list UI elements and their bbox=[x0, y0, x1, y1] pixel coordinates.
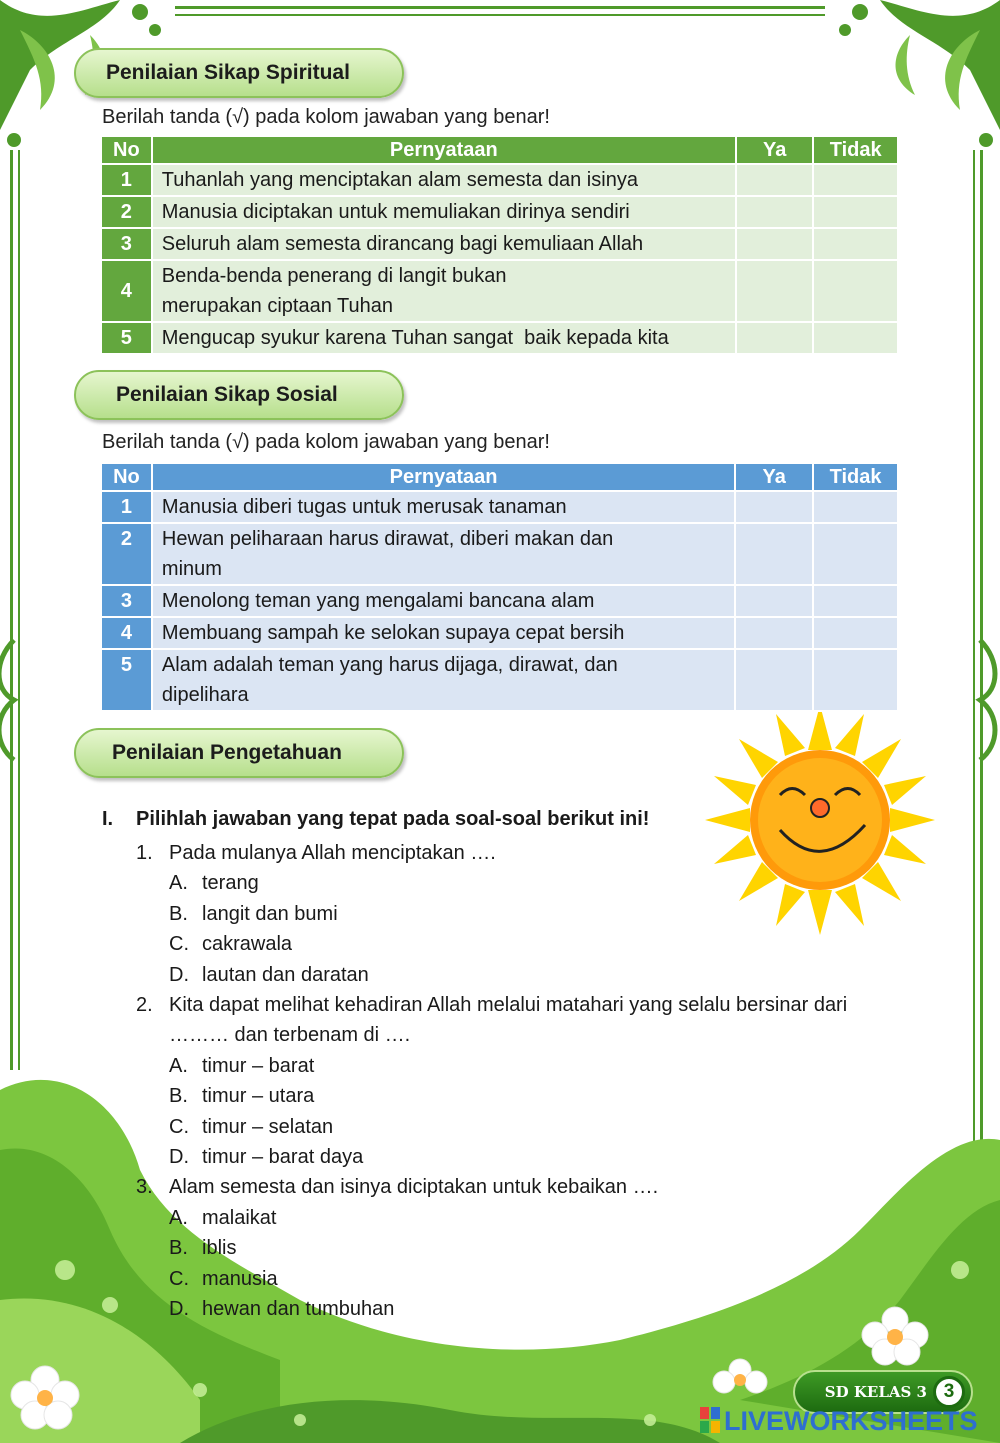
option-letter: C. bbox=[169, 1267, 189, 1290]
option-letter: B. bbox=[169, 902, 188, 925]
option-letter: A. bbox=[169, 872, 188, 895]
row-number: 1 bbox=[101, 164, 152, 196]
answer-option[interactable] bbox=[136, 929, 896, 959]
question-text: Kita dapat melihat kehadiran Allah melalui matahari yang selalu bersinar dari ……… dan terbenam di …. bbox=[169, 994, 848, 1047]
row-statement: Membuang sampah ke selokan supaya cepat bersih bbox=[152, 617, 735, 649]
liveworksheets-text: LIVEWORKSHEETS bbox=[724, 1406, 978, 1436]
table-row bbox=[101, 585, 898, 617]
answer-option[interactable] bbox=[136, 1112, 896, 1142]
answer-option[interactable] bbox=[136, 1203, 896, 1233]
answer-cell-ya[interactable] bbox=[735, 617, 813, 649]
option-letter: D. bbox=[169, 1146, 189, 1169]
answer-option[interactable] bbox=[136, 1051, 896, 1081]
header-yes: Ya bbox=[735, 463, 813, 491]
option-letter: D. bbox=[169, 963, 189, 986]
row-statement: Menolong teman yang mengalami bancana alam bbox=[152, 585, 735, 617]
question-number: 1. bbox=[136, 842, 153, 864]
question bbox=[136, 1172, 896, 1202]
liveworksheets-watermark bbox=[700, 1406, 978, 1437]
section-title-social-text: Penilaian Sikap Sosial bbox=[116, 383, 338, 406]
option-letter: A. bbox=[169, 1054, 188, 1077]
row-number: 4 bbox=[101, 617, 152, 649]
answer-cell-tidak[interactable] bbox=[813, 523, 898, 585]
row-statement: Mengucap syukur karena Tuhan sangat baik kepada kita bbox=[152, 322, 736, 354]
table-header-row bbox=[101, 136, 898, 164]
answer-cell-ya[interactable] bbox=[736, 322, 813, 354]
option-text: malaikat bbox=[202, 1206, 277, 1229]
question bbox=[136, 990, 896, 1051]
answer-cell-tidak[interactable] bbox=[813, 228, 898, 260]
table-row bbox=[101, 617, 898, 649]
option-text: iblis bbox=[202, 1237, 237, 1260]
section-title-knowledge-text: Penilaian Pengetahuan bbox=[112, 741, 342, 764]
answer-cell-ya[interactable] bbox=[736, 260, 813, 322]
instruction-social: Berilah tanda (√) pada kolom jawaban yang benar! bbox=[102, 431, 550, 453]
row-number: 1 bbox=[101, 491, 152, 523]
table-row bbox=[101, 228, 898, 260]
answer-cell-tidak[interactable] bbox=[813, 649, 898, 711]
answer-cell-ya[interactable] bbox=[735, 649, 813, 711]
question bbox=[136, 838, 896, 868]
option-letter: B. bbox=[169, 1237, 188, 1260]
option-letter: D. bbox=[169, 1298, 189, 1321]
header-statement: Pernyataan bbox=[152, 136, 736, 164]
row-statement: Manusia diciptakan untuk memuliakan dirinya sendiri bbox=[152, 196, 736, 228]
answer-cell-ya[interactable] bbox=[736, 164, 813, 196]
answer-cell-tidak[interactable] bbox=[813, 617, 898, 649]
liveworksheets-logo-icon bbox=[700, 1407, 720, 1433]
option-letter: A. bbox=[169, 1206, 188, 1229]
row-number: 3 bbox=[101, 585, 152, 617]
answer-option[interactable] bbox=[136, 868, 896, 898]
answer-option[interactable] bbox=[136, 1081, 896, 1111]
option-text: cakrawala bbox=[202, 933, 293, 956]
spiritual-table bbox=[100, 135, 899, 355]
table-row bbox=[101, 196, 898, 228]
table-row bbox=[101, 260, 898, 322]
instruction-spiritual: Berilah tanda (√) pada kolom jawaban yang benar! bbox=[102, 106, 550, 128]
question-list bbox=[136, 838, 896, 1325]
option-letter: C. bbox=[169, 933, 189, 956]
answer-cell-tidak[interactable] bbox=[813, 196, 898, 228]
header-statement: Pernyataan bbox=[152, 463, 735, 491]
answer-option[interactable] bbox=[136, 1294, 896, 1324]
section-title-spiritual-text: Penilaian Sikap Spiritual bbox=[106, 61, 350, 84]
option-text: timur – barat bbox=[202, 1054, 315, 1077]
section-number: I. bbox=[102, 808, 114, 830]
section-title-spiritual bbox=[74, 48, 404, 98]
answer-cell-tidak[interactable] bbox=[813, 491, 898, 523]
question-text: Alam semesta dan isinya diciptakan untuk kebaikan …. bbox=[169, 1176, 659, 1199]
answer-option[interactable] bbox=[136, 1264, 896, 1294]
row-number: 4 bbox=[101, 260, 152, 322]
row-statement: Hewan peliharaan harus dirawat, diberi makan dan minum bbox=[152, 523, 735, 585]
question-number: 3. bbox=[136, 1176, 153, 1199]
option-text: terang bbox=[202, 872, 259, 895]
header-tidak: Tidak bbox=[813, 136, 898, 164]
section-title-knowledge bbox=[74, 728, 404, 778]
header-no: No bbox=[101, 136, 152, 164]
answer-option[interactable] bbox=[136, 960, 896, 990]
answer-cell-tidak[interactable] bbox=[813, 322, 898, 354]
table-row bbox=[101, 523, 898, 585]
option-text: timur – selatan bbox=[202, 1115, 334, 1138]
option-text: hewan dan tumbuhan bbox=[202, 1298, 395, 1321]
row-number: 5 bbox=[101, 649, 152, 711]
header-no: No bbox=[101, 463, 152, 491]
row-statement: Alam adalah teman yang harus dijaga, dirawat, dan dipelihara bbox=[152, 649, 735, 711]
row-number: 3 bbox=[101, 228, 152, 260]
table-row bbox=[101, 649, 898, 711]
option-letter: C. bbox=[169, 1115, 189, 1138]
option-text: lautan dan daratan bbox=[202, 963, 369, 986]
row-statement: Seluruh alam semesta dirancang bagi kemuliaan Allah bbox=[152, 228, 736, 260]
option-text: timur – utara bbox=[202, 1085, 315, 1108]
row-number: 2 bbox=[101, 523, 152, 585]
header-yes: Ya bbox=[736, 136, 813, 164]
answer-option[interactable] bbox=[136, 899, 896, 929]
table-row bbox=[101, 322, 898, 354]
answer-cell-tidak[interactable] bbox=[813, 164, 898, 196]
answer-cell-tidak[interactable] bbox=[813, 260, 898, 322]
answer-option[interactable] bbox=[136, 1233, 896, 1263]
option-text: timur – barat daya bbox=[202, 1146, 364, 1169]
section-instruction-text: Pilihlah jawaban yang tepat pada soal-soal berikut ini! bbox=[136, 808, 650, 830]
row-number: 5 bbox=[101, 322, 152, 354]
question-number: 2. bbox=[136, 994, 153, 1017]
section-title-social bbox=[74, 370, 404, 420]
option-letter: B. bbox=[169, 1085, 188, 1108]
answer-cell-ya[interactable] bbox=[735, 523, 813, 585]
answer-option[interactable] bbox=[136, 1142, 896, 1172]
row-statement: Manusia diberi tugas untuk merusak tanaman bbox=[152, 491, 735, 523]
answer-cell-tidak[interactable] bbox=[813, 585, 898, 617]
answer-cell-ya[interactable] bbox=[735, 585, 813, 617]
social-table bbox=[100, 462, 899, 712]
section-instruction bbox=[102, 808, 649, 831]
grade-badge-label: SD KELAS 3 bbox=[824, 1383, 927, 1401]
answer-cell-ya[interactable] bbox=[736, 196, 813, 228]
answer-cell-ya[interactable] bbox=[735, 491, 813, 523]
table-row bbox=[101, 164, 898, 196]
question-text: Pada mulanya Allah menciptakan …. bbox=[169, 842, 496, 864]
grade-badge-number: 3 bbox=[933, 1376, 965, 1408]
row-statement: Benda-benda penerang di langit bukan merupakan ciptaan Tuhan bbox=[152, 260, 736, 322]
table-row bbox=[101, 491, 898, 523]
row-number: 2 bbox=[101, 196, 152, 228]
option-text: manusia bbox=[202, 1267, 278, 1290]
header-tidak: Tidak bbox=[813, 463, 898, 491]
option-text: langit dan bumi bbox=[202, 902, 338, 925]
table-header-row bbox=[101, 463, 898, 491]
answer-cell-ya[interactable] bbox=[736, 228, 813, 260]
row-statement: Tuhanlah yang menciptakan alam semesta dan isinya bbox=[152, 164, 736, 196]
